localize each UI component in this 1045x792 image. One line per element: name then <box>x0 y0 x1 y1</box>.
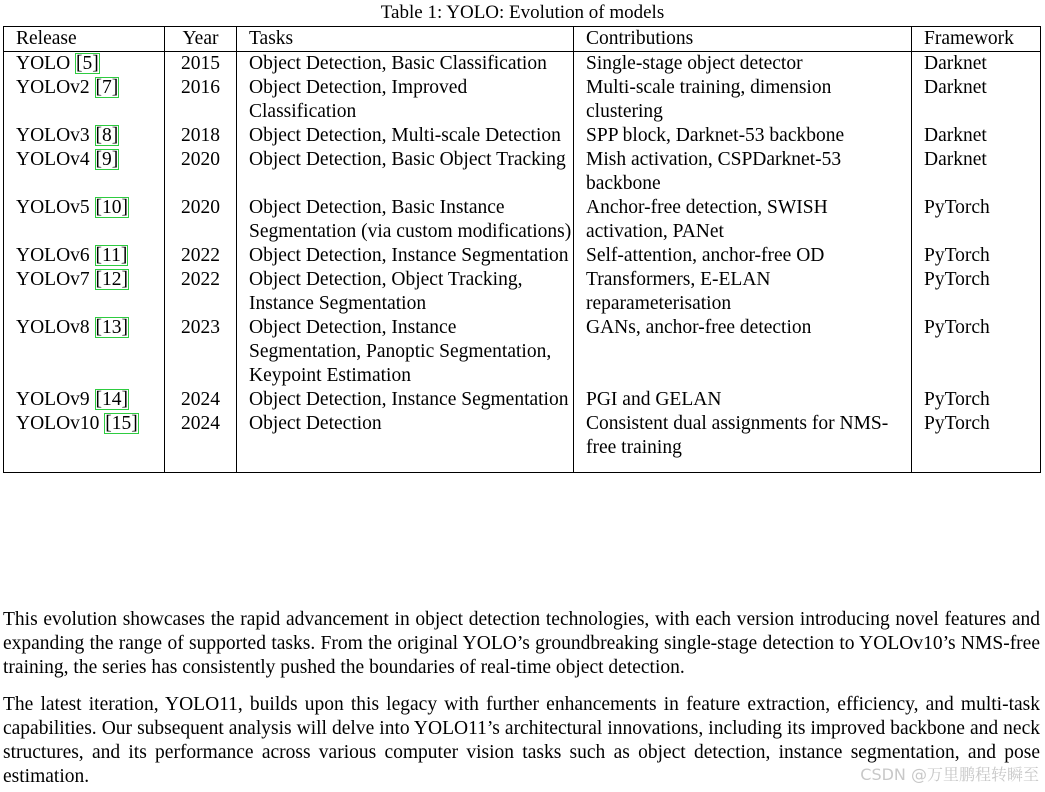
table-row <box>4 196 1041 244</box>
contributions-cell: SPP block, Darknet-53 backbone <box>574 124 912 148</box>
framework-cell: Darknet <box>912 76 1041 124</box>
year-cell: 2018 <box>165 124 237 148</box>
citation-link[interactable]: [10] <box>95 197 129 218</box>
contributions-cell: Consistent dual assignments for NMS-free training <box>574 412 912 473</box>
header-framework: Framework <box>912 27 1041 52</box>
framework-cell: PyTorch <box>912 388 1041 412</box>
framework-cell: Darknet <box>912 148 1041 196</box>
citation-link[interactable]: [15] <box>105 413 138 434</box>
tasks-cell: Object Detection <box>237 412 574 473</box>
framework-cell: Darknet <box>912 124 1041 148</box>
table-row <box>4 244 1041 268</box>
year-cell: 2016 <box>165 76 237 124</box>
citation-link[interactable]: [13] <box>95 317 129 338</box>
release-name: YOLOv2 <box>16 77 90 98</box>
table-row <box>4 316 1041 388</box>
table-header-row <box>4 27 1041 52</box>
framework-cell: PyTorch <box>912 244 1041 268</box>
tasks-cell: Object Detection, Basic Instance Segmentation (via custom modifications) <box>237 196 574 244</box>
body-paragraph-evolution: This evolution showcases the rapid advancement in object detection technologies, with each version introducing novel features and expanding the range of supported tasks. From the original YOLO’s groundbreaking single-stage detection to YOLOv10’s NMS-free training, the series has consistently pushed the boundaries of real-time object detection. <box>3 609 1040 678</box>
framework-cell: PyTorch <box>912 268 1041 316</box>
contributions-cell: GANs, anchor-free detection <box>574 316 912 388</box>
release-name: YOLOv10 <box>16 413 100 434</box>
header-tasks: Tasks <box>237 27 574 52</box>
header-year: Year <box>165 27 237 52</box>
table-row <box>4 388 1041 412</box>
table-row <box>4 268 1041 316</box>
citation-link[interactable]: [8] <box>95 125 119 146</box>
table-row <box>4 76 1041 124</box>
release-name: YOLOv6 <box>16 245 90 266</box>
table-row <box>4 52 1041 77</box>
release-cell <box>4 196 165 244</box>
release-name: YOLOv8 <box>16 317 90 338</box>
citation-link[interactable]: [14] <box>95 389 129 410</box>
year-cell: 2024 <box>165 388 237 412</box>
release-cell <box>4 412 165 473</box>
body-paragraph-yolo11: The latest iteration, YOLO11, builds upon this legacy with further enhancements in feature extraction, efficiency, and multi-task capabilities. Our subsequent analysis will delve into YOLO11’s architectural innovations, including its improved backbone and neck structures, and its performance across various computer vision tasks such as object detection, instance segmentation, and pose estimation. <box>3 694 1040 787</box>
citation-link[interactable]: [9] <box>95 149 119 170</box>
table-body <box>4 52 1041 473</box>
release-cell <box>4 124 165 148</box>
release-name: YOLOv9 <box>16 389 90 410</box>
release-cell <box>4 148 165 196</box>
release-name: YOLOv4 <box>16 149 90 170</box>
release-name: YOLOv5 <box>16 197 90 218</box>
release-cell <box>4 388 165 412</box>
release-name: YOLOv3 <box>16 125 90 146</box>
citation-link[interactable]: [7] <box>95 77 119 98</box>
release-cell <box>4 268 165 316</box>
tasks-cell: Object Detection, Instance Segmentation, Panoptic Segmentation, Keypoint Estimation <box>237 316 574 388</box>
release-cell <box>4 52 165 77</box>
year-cell: 2020 <box>165 196 237 244</box>
framework-cell: PyTorch <box>912 412 1041 473</box>
release-cell <box>4 316 165 388</box>
contributions-cell: Single-stage object detector <box>574 52 912 77</box>
tasks-cell: Object Detection, Improved Classification <box>237 76 574 124</box>
year-cell: 2024 <box>165 412 237 473</box>
table-row <box>4 148 1041 196</box>
framework-cell: PyTorch <box>912 196 1041 244</box>
year-cell: 2020 <box>165 148 237 196</box>
release-name: YOLOv7 <box>16 269 90 290</box>
table-row <box>4 412 1041 473</box>
header-contributions: Contributions <box>574 27 912 52</box>
contributions-cell: PGI and GELAN <box>574 388 912 412</box>
tasks-cell: Object Detection, Object Tracking, Instance Segmentation <box>237 268 574 316</box>
release-name: YOLO <box>16 53 71 74</box>
release-cell <box>4 244 165 268</box>
year-cell: 2022 <box>165 244 237 268</box>
year-cell: 2022 <box>165 268 237 316</box>
citation-link[interactable]: [12] <box>95 269 129 290</box>
contributions-cell: Self-attention, anchor-free OD <box>574 244 912 268</box>
contributions-cell: Transformers, E-ELAN reparameterisation <box>574 268 912 316</box>
table-caption: Table 1: YOLO: Evolution of models <box>380 2 665 23</box>
contributions-cell: Mish activation, CSPDarknet-53 backbone <box>574 148 912 196</box>
release-cell <box>4 76 165 124</box>
table-row <box>4 124 1041 148</box>
framework-cell: PyTorch <box>912 316 1041 388</box>
tasks-cell: Object Detection, Instance Segmentation <box>237 244 574 268</box>
citation-link[interactable]: [11] <box>95 245 128 266</box>
year-cell: 2015 <box>165 52 237 77</box>
tasks-cell: Object Detection, Multi-scale Detection <box>237 124 574 148</box>
header-release: Release <box>4 27 165 52</box>
yolo-evolution-table <box>3 26 1041 473</box>
tasks-cell: Object Detection, Basic Object Tracking <box>237 148 574 196</box>
contributions-cell: Multi-scale training, dimension clustering <box>574 76 912 124</box>
year-cell: 2023 <box>165 316 237 388</box>
tasks-cell: Object Detection, Basic Classification <box>237 52 574 77</box>
tasks-cell: Object Detection, Instance Segmentation <box>237 388 574 412</box>
framework-cell: Darknet <box>912 52 1041 77</box>
watermark-text: CSDN @万里鹏程转瞬至 <box>860 765 1039 784</box>
citation-link[interactable]: [5] <box>76 53 99 74</box>
contributions-cell: Anchor-free detection, SWISH activation, PANet <box>574 196 912 244</box>
